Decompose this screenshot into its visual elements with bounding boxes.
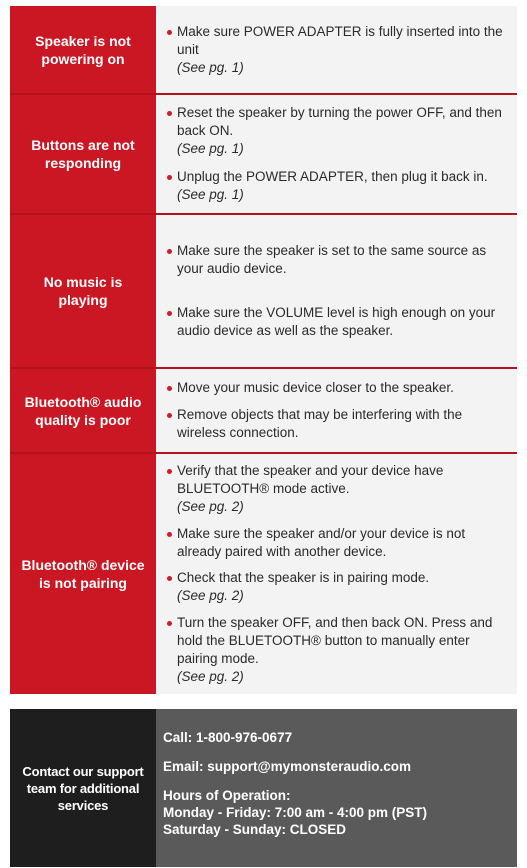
contact-label: Contact our support team for additional services: [10, 709, 156, 867]
problem-cell: Bluetooth® audio quality is poor: [10, 369, 156, 452]
table-row: [10, 454, 517, 694]
problem-cell: Speaker is not powering on: [10, 6, 156, 93]
solution-item: [162, 379, 511, 397]
phone-number: Call: 1-800-976-0677: [163, 730, 293, 745]
solution-cell: [156, 369, 517, 452]
solution-cell: [156, 454, 517, 694]
page-reference: (See pg. 2): [177, 499, 244, 515]
table-row: [10, 215, 517, 369]
problem-cell: Buttons are not responding: [10, 95, 156, 213]
bullet-icon: [167, 576, 172, 581]
solution-text: Remove objects that may be interfering with the wireless connection.: [177, 407, 463, 441]
solution-text: Check that the speaker is in pairing mode.: [177, 570, 430, 586]
email-address: Email: support@mymonsteraudio.com: [163, 759, 411, 774]
solution-item: [162, 242, 511, 278]
solution-text: Make sure the speaker is set to the same source as your audio device.: [177, 242, 487, 276]
solution-item: [162, 104, 511, 158]
solution-item: [162, 304, 511, 340]
hours-title: Hours of Operation:: [163, 788, 291, 803]
page-reference: (See pg. 1): [177, 59, 244, 75]
troubleshooting-table: [10, 6, 517, 694]
hours-weekend: Saturday - Sunday: CLOSED: [163, 822, 347, 837]
solution-item: [162, 168, 511, 204]
solution-item: [162, 569, 511, 605]
solution-text: Make sure the VOLUME level is high enough on your audio device as well as the speaker.: [177, 305, 496, 339]
bullet-icon: [167, 30, 172, 35]
solution-text: Reset the speaker by turning the power OFF, and then back ON.: [177, 105, 502, 139]
contact-panel: [10, 709, 517, 867]
table-row: [10, 95, 517, 215]
solution-text: Unplug the POWER ADAPTER, then plug it back in.: [177, 168, 488, 184]
page-reference: (See pg. 1): [177, 186, 244, 202]
solution-text: Turn the speaker OFF, and then back ON. Press and hold the BLUETOOTH® button to manually enter pairing mode.: [177, 614, 493, 666]
solution-cell: [156, 215, 517, 367]
solution-text: Make sure POWER ADAPTER is fully inserted into the unit: [177, 23, 503, 57]
page-reference: (See pg. 2): [177, 668, 244, 684]
problem-cell: No music is playing: [10, 215, 156, 367]
bullet-icon: [167, 413, 172, 418]
problem-cell: Bluetooth® device is not pairing: [10, 454, 156, 694]
bullet-icon: [167, 311, 172, 316]
bullet-icon: [167, 621, 172, 626]
bullet-icon: [167, 249, 172, 254]
solution-item: [162, 406, 511, 442]
solution-item: [162, 23, 511, 77]
solution-text: Make sure the speaker and/or your device is not already paired with another device.: [177, 525, 466, 559]
solution-item: [162, 525, 511, 561]
solution-text: Verify that the speaker and your device have BLUETOOTH® mode active.: [177, 463, 444, 497]
bullet-icon: [167, 469, 172, 474]
table-row: [10, 6, 517, 95]
bullet-icon: [167, 111, 172, 116]
page-reference: (See pg. 1): [177, 141, 244, 157]
solution-item: [162, 614, 511, 686]
table-row: [10, 369, 517, 454]
page-reference: (See pg. 2): [177, 588, 244, 604]
bullet-icon: [167, 386, 172, 391]
solution-cell: [156, 95, 517, 213]
solution-cell: [156, 6, 517, 93]
hours-weekday: Monday - Friday: 7:00 am - 4:00 pm (PST): [163, 805, 428, 820]
solution-text: Move your music device closer to the speaker.: [177, 379, 454, 395]
contact-info: [156, 709, 517, 867]
solution-item: [162, 462, 511, 516]
bullet-icon: [167, 532, 172, 537]
bullet-icon: [167, 175, 172, 180]
